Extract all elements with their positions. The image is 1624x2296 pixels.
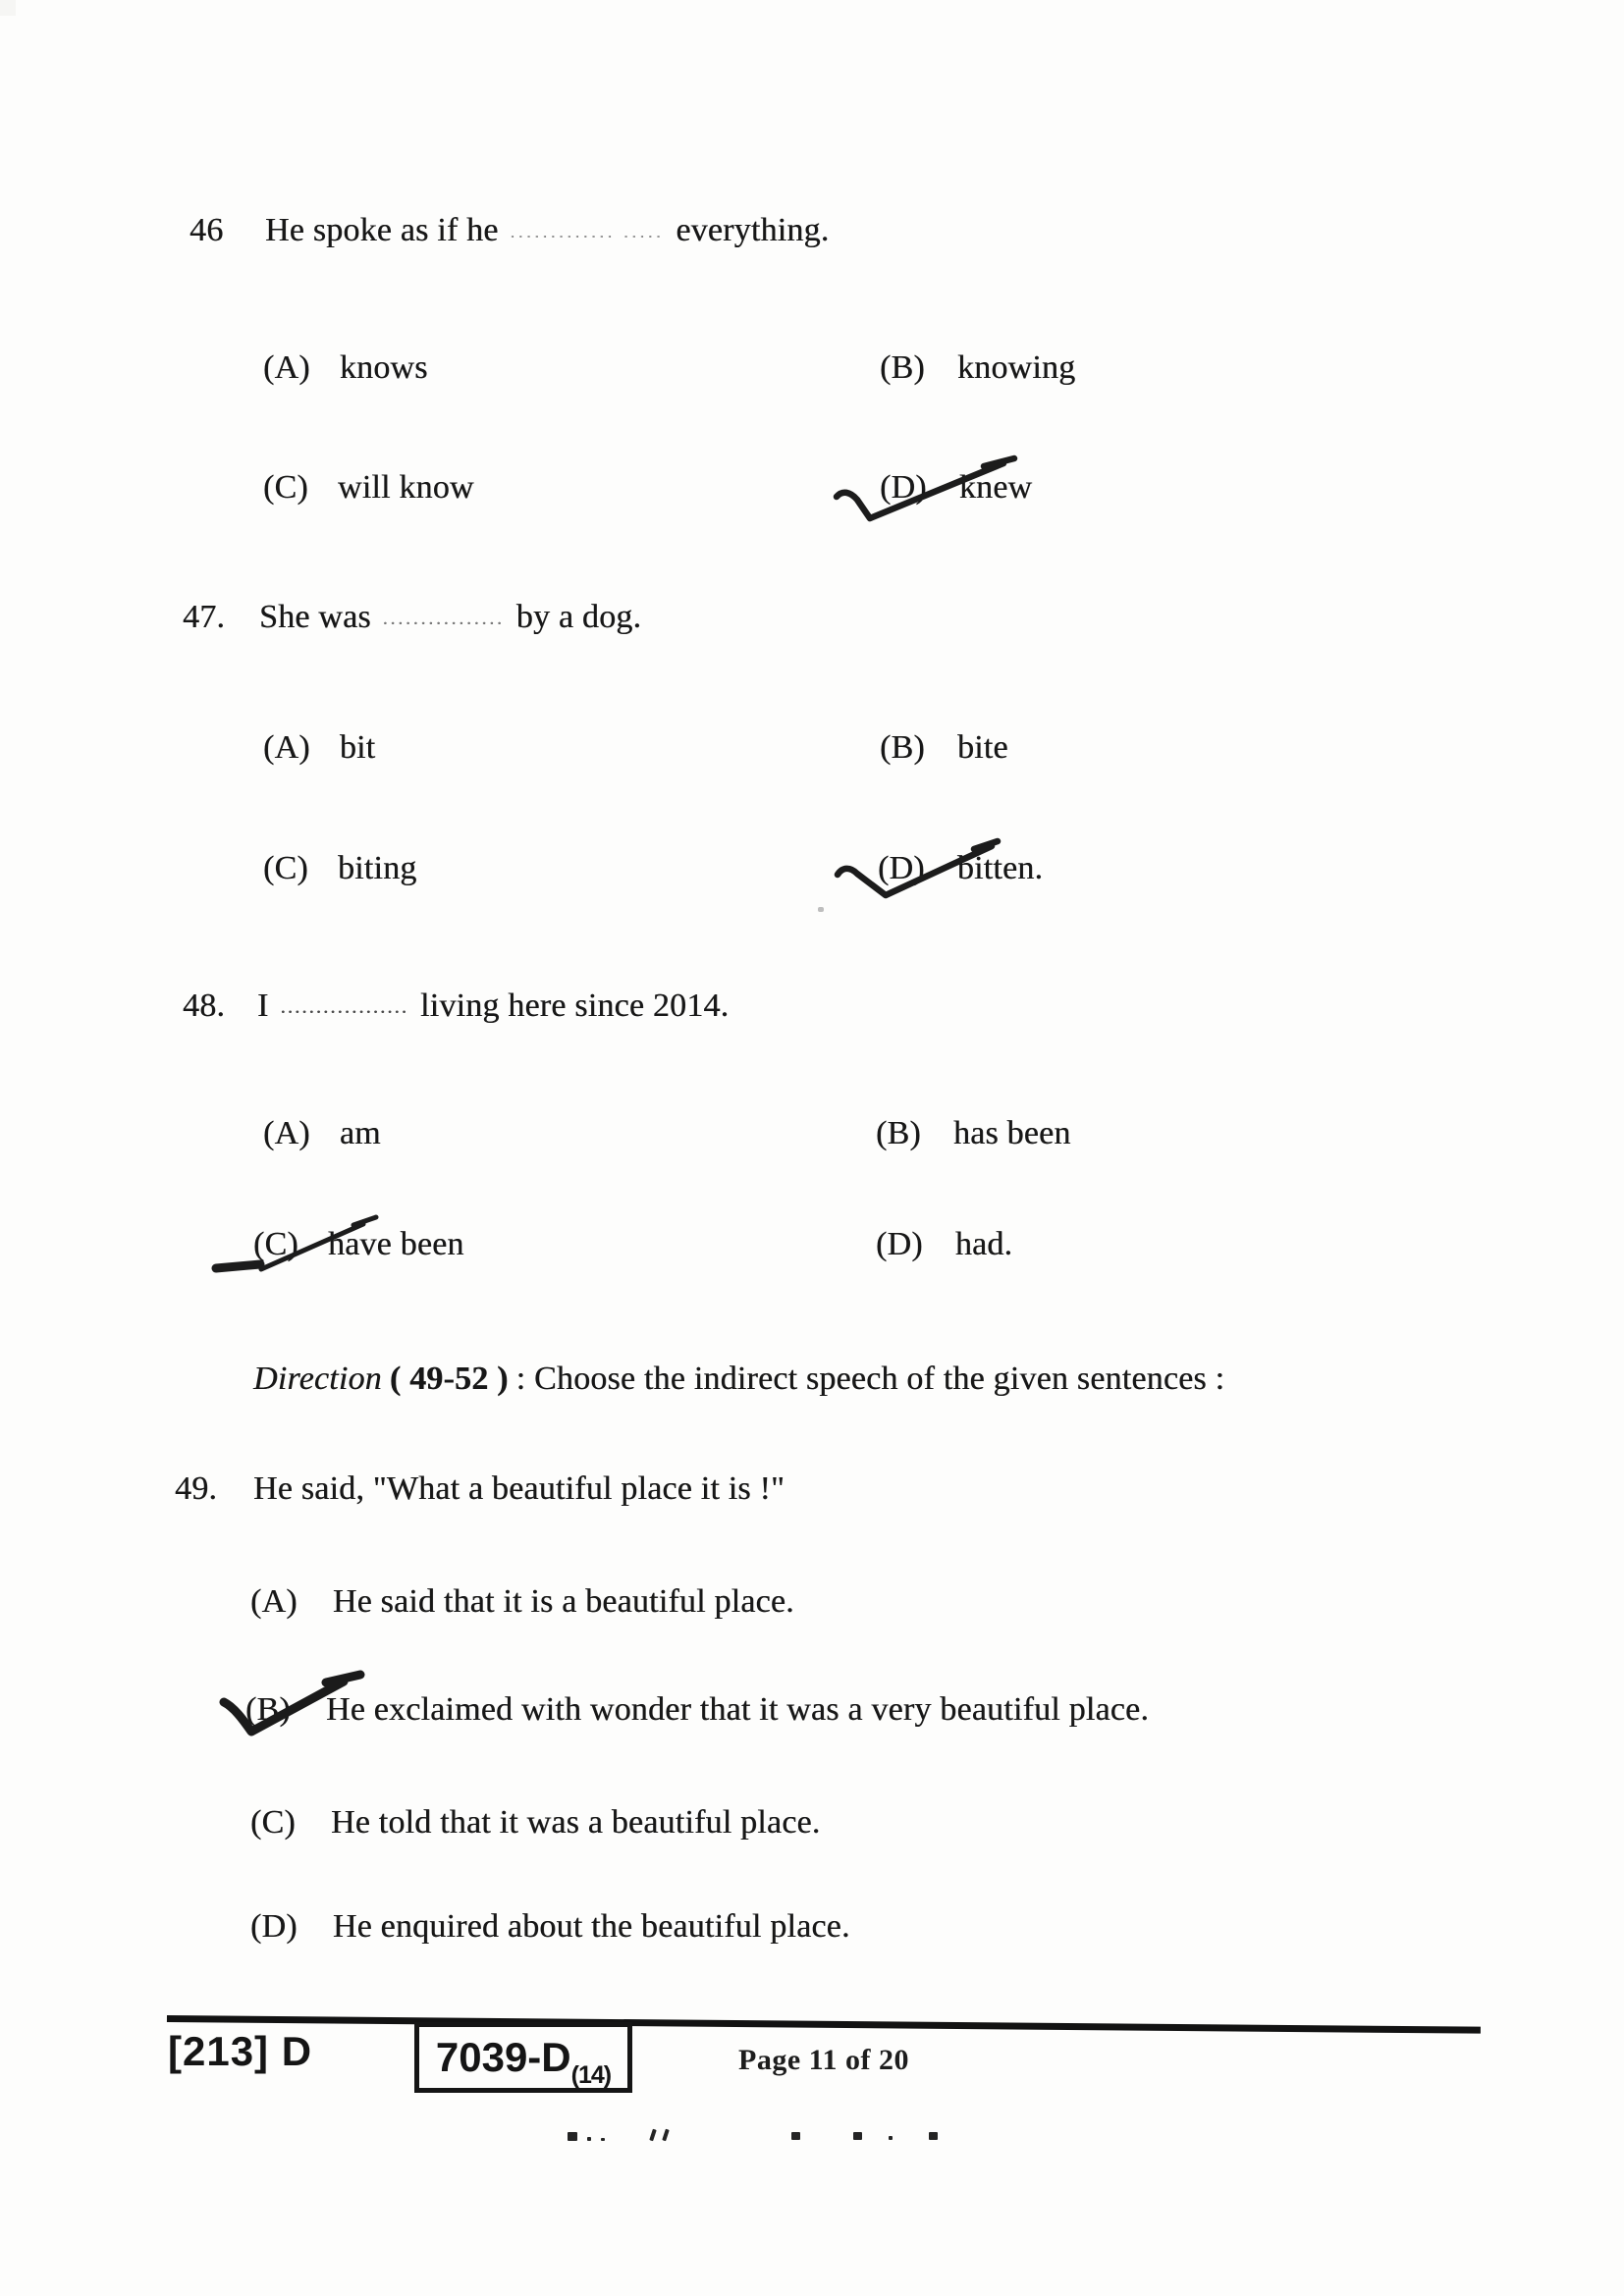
option-label: (A) (263, 729, 310, 766)
cutoff-text-fragment (889, 2136, 893, 2140)
question-46-number: 46 (189, 212, 224, 248)
question-48-number: 48. (183, 988, 226, 1024)
cutoff-text-fragment (568, 2132, 577, 2141)
question-46-post: everything. (676, 212, 830, 248)
cutoff-text-fragment (601, 2138, 605, 2141)
question-46-option-a (263, 348, 428, 388)
question-46-blank: ............. ..... (510, 223, 665, 241)
question-47-post: by a dog. (515, 599, 642, 635)
option-label: (A) (263, 1115, 310, 1151)
option-text: knows (339, 349, 428, 386)
direction-word: Direction (253, 1361, 382, 1397)
booklet-code-subscript: (14) (570, 2061, 612, 2089)
question-47-option-a (263, 728, 375, 768)
booklet-code: 7039-D (435, 2034, 571, 2080)
option-label: (C) (250, 1804, 296, 1841)
footer-set-code: [213] D (168, 2028, 313, 2074)
question-47-option-d (878, 849, 1043, 888)
question-48-option-a (263, 1114, 381, 1153)
option-text: biting (337, 850, 417, 886)
option-label: (C) (263, 469, 308, 506)
question-47-option-b (880, 728, 1008, 768)
question-47-blank: ................ (382, 609, 505, 629)
option-label: (B) (880, 729, 925, 766)
checkmark-q48-option-c-dash (216, 1264, 260, 1268)
question-48-option-c (253, 1225, 464, 1264)
footer-booklet-code-box (414, 2022, 632, 2093)
option-text: have been (327, 1226, 464, 1262)
question-49-option-c (250, 1803, 820, 1842)
option-label: (D) (878, 850, 925, 886)
question-47-pre: She was (259, 599, 371, 635)
scan-stray-mark (818, 907, 824, 912)
question-49-option-a (250, 1582, 794, 1622)
option-text: He said that it is a beautiful place. (332, 1583, 794, 1620)
question-46-text (265, 211, 829, 255)
option-text: bit (339, 729, 376, 766)
option-text: He enquired about the beautiful place. (332, 1908, 850, 1945)
option-text: had. (954, 1226, 1013, 1262)
option-label: (D) (876, 1226, 923, 1262)
question-48-option-b (876, 1114, 1071, 1153)
question-46-pre: He spoke as if he (265, 212, 499, 248)
question-48-text (257, 987, 729, 1029)
direction-range: ( 49-52 ) (389, 1361, 509, 1397)
cutoff-text-fragment (791, 2132, 800, 2140)
cutoff-text-fragment (929, 2132, 938, 2140)
option-label: (A) (250, 1583, 298, 1620)
option-text: knew (958, 469, 1033, 506)
cutoff-text-fragment (587, 2137, 591, 2141)
option-label: (B) (245, 1691, 291, 1728)
option-label: (B) (880, 349, 925, 386)
option-text: bite (956, 729, 1008, 766)
question-46-option-b (880, 348, 1075, 388)
question-47-text (259, 598, 641, 642)
option-text: He told that it was a beautiful place. (330, 1804, 821, 1841)
cutoff-text-fragment (853, 2132, 862, 2140)
direction-rest: : Choose the indirect speech of the given sentences : (515, 1361, 1225, 1397)
option-label: (B) (876, 1115, 921, 1151)
question-48-post: living here since 2014. (420, 988, 730, 1024)
question-48-blank: .................. (280, 994, 409, 1018)
option-label: (C) (263, 850, 308, 886)
option-label: (A) (263, 349, 310, 386)
footer-rule (167, 2015, 1481, 2034)
option-text: bitten. (956, 850, 1044, 886)
option-label: (C) (253, 1226, 298, 1262)
scan-corner-shade (0, 0, 16, 16)
question-49-option-d (250, 1907, 850, 1947)
question-49-option-b (245, 1690, 1149, 1730)
option-label: (D) (880, 469, 927, 506)
question-48-pre: I (257, 988, 269, 1024)
question-47-number: 47. (183, 599, 226, 635)
question-47-option-c (263, 849, 416, 888)
question-46-option-d (880, 468, 1032, 507)
option-text: He exclaimed with wonder that it was a very beautiful place. (325, 1691, 1150, 1728)
direction-line (253, 1360, 1224, 1399)
cutoff-text-fragment (649, 2129, 657, 2142)
question-48-option-d (876, 1225, 1012, 1264)
question-46-option-c (263, 468, 474, 507)
option-text: am (339, 1115, 381, 1151)
question-49-number: 49. (175, 1470, 218, 1507)
footer-page-number: Page 11 of 20 (738, 2044, 909, 2076)
option-text: knowing (956, 349, 1076, 386)
option-text: has been (952, 1115, 1071, 1151)
cutoff-text-fragment (662, 2129, 670, 2142)
option-text: will know (337, 469, 474, 506)
option-label: (D) (250, 1908, 298, 1945)
question-49-text: He said, "What a beautiful place it is !" (253, 1470, 785, 1507)
